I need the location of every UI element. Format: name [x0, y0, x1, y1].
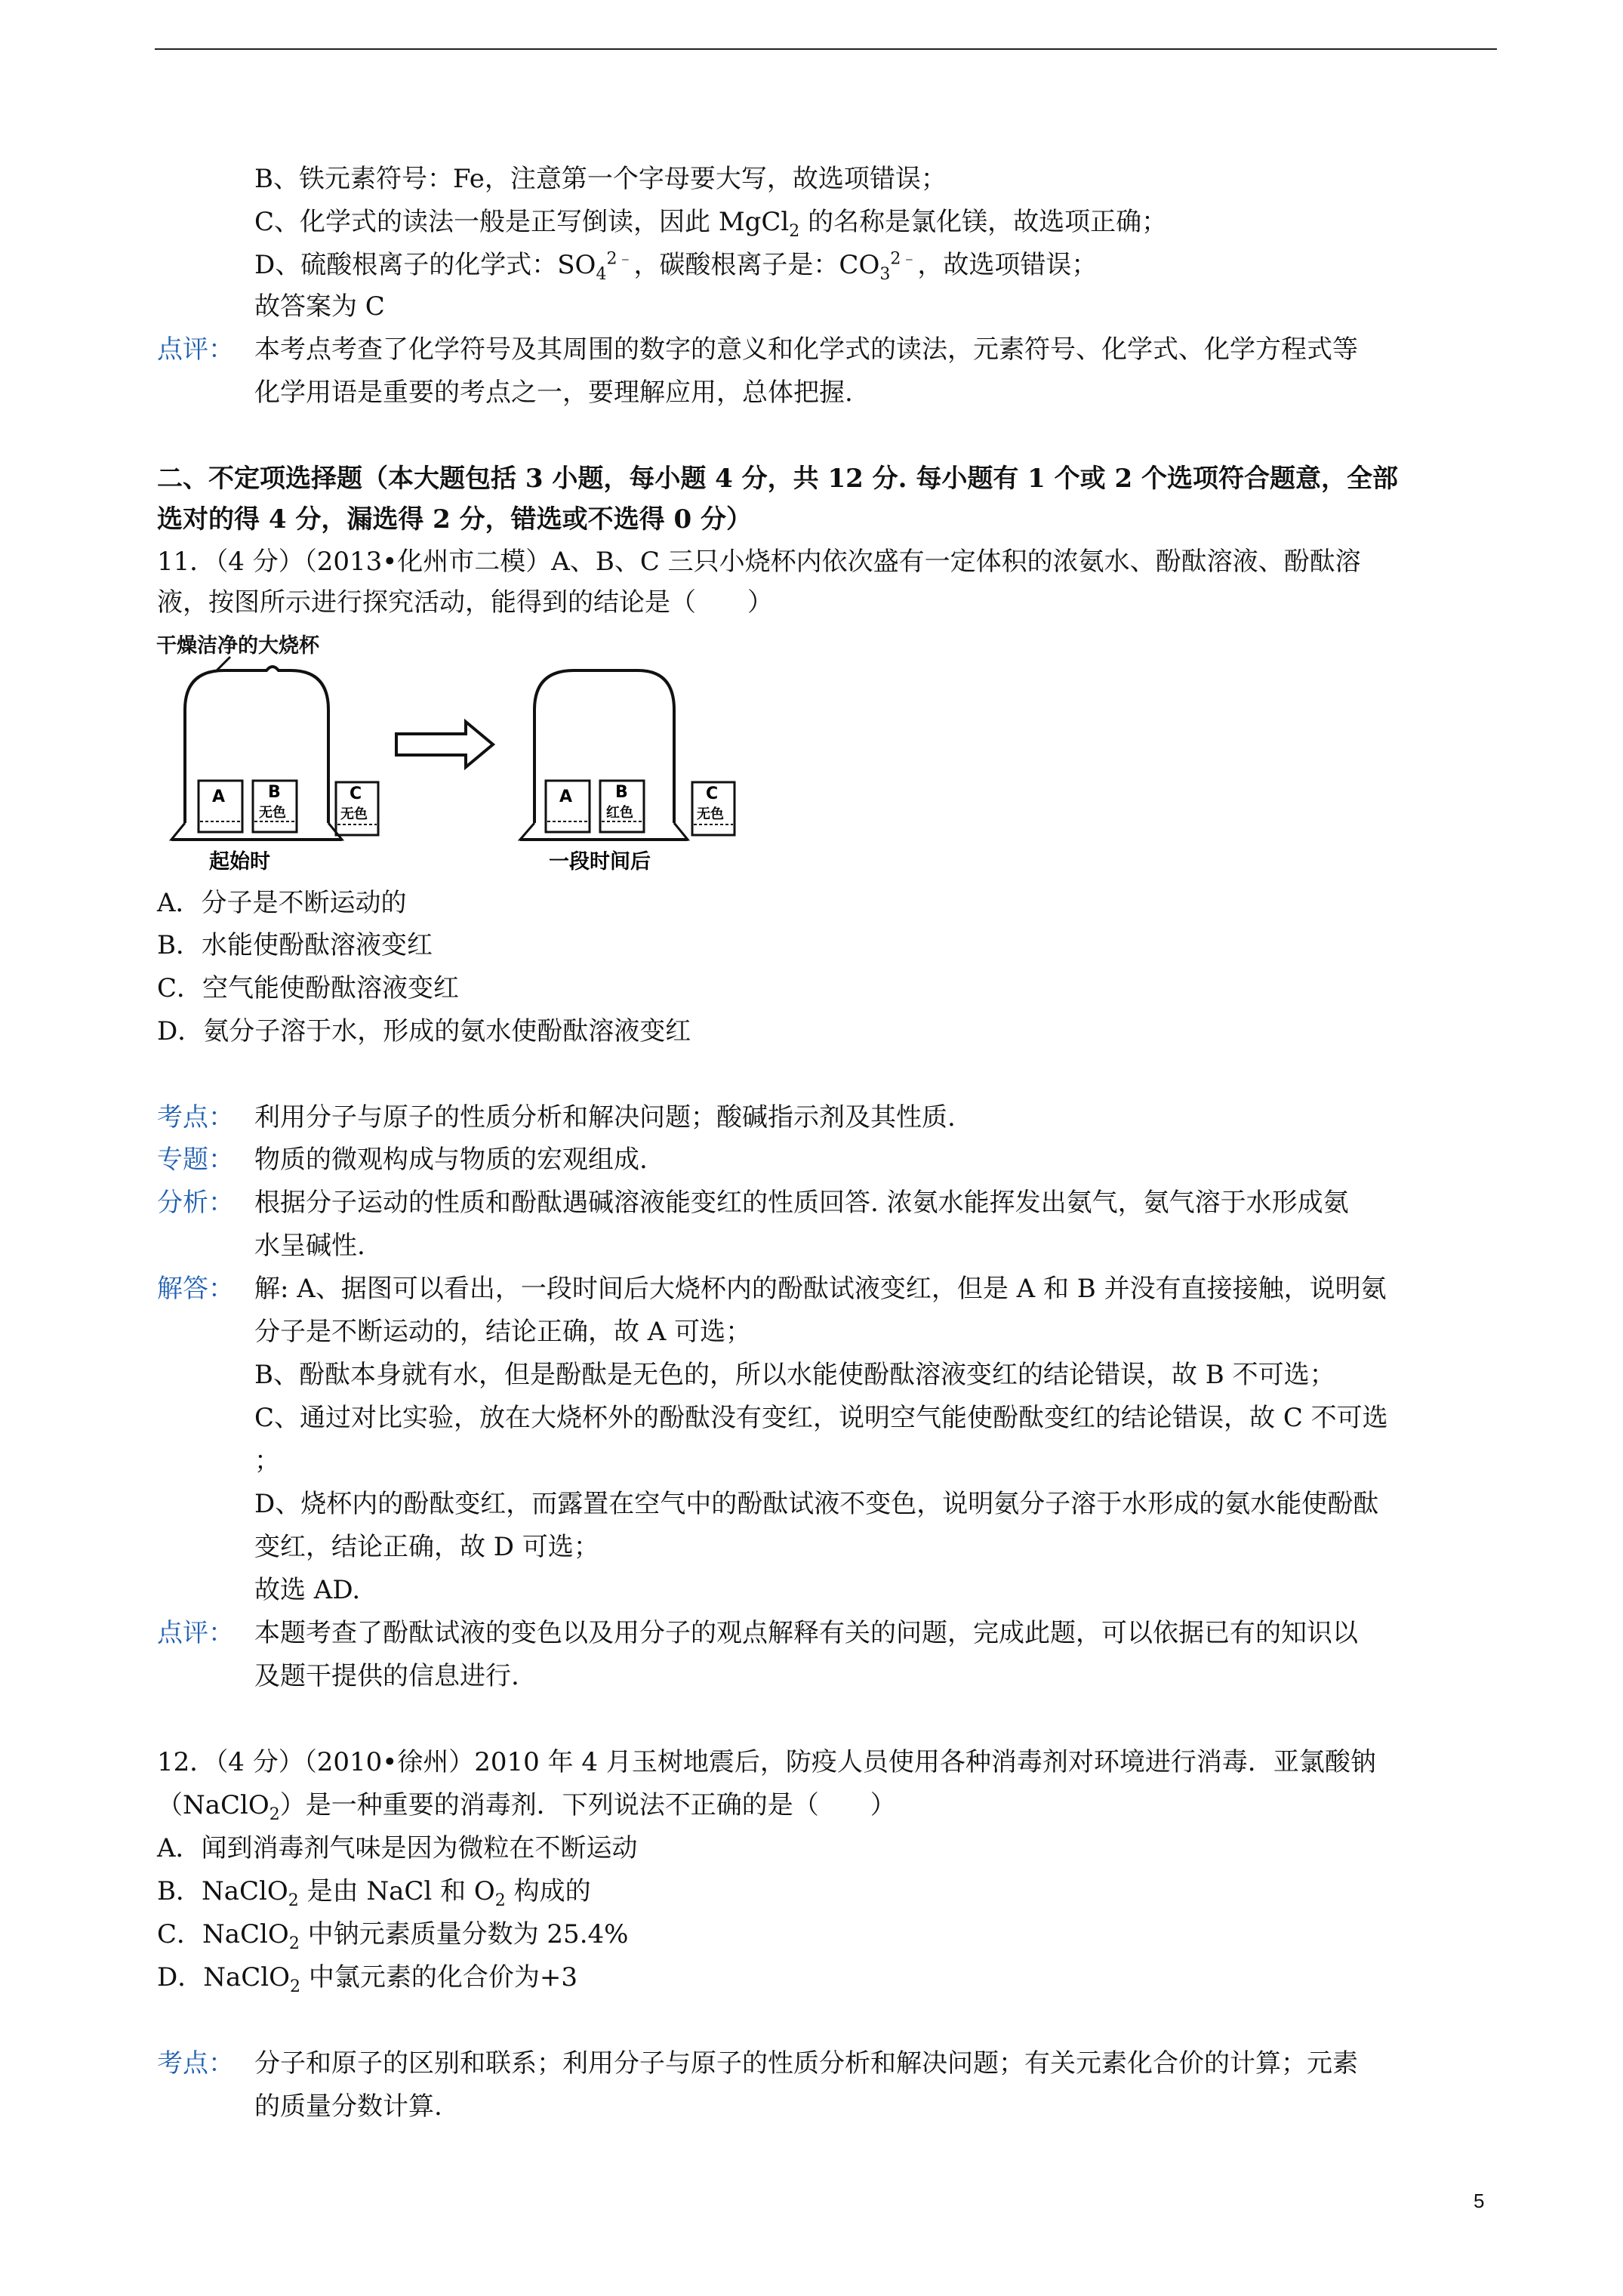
header-rule: [155, 48, 1497, 50]
section-title-line-2: 选对的得 4 分，漏选得 2 分，错选或不选得 0 分）: [157, 504, 752, 535]
q11-option-a: A．分子是不断运动的: [157, 888, 407, 918]
q11-zhuanti-label: 专题：: [157, 1145, 234, 1175]
q11-jieda-line: 解: A、据图可以看出，一段时间后大烧杯内的酚酞试液变红，但是 A 和 B 并没有直接接触，说明氨: [254, 1274, 1387, 1304]
q11-experiment-figure: [155, 627, 759, 876]
svg-text:B: B: [268, 783, 281, 802]
figure-left-caption: 起始时: [209, 850, 270, 874]
q11-kaodian-label: 考点：: [157, 1102, 234, 1133]
q11-jieda-line: 故选 AD.: [254, 1575, 361, 1605]
prev-answer-c: C、化学式的读法一般是正写倒读，因此 MgCl$_2$ 的名称是氯化镁，故选项正确；: [254, 207, 1168, 241]
q11-fenxi-line-1: 根据分子运动的性质和酚酞遇碱溶液能变红的性质回答. 浓氨水能挥发出氨气，氨气溶于水形成氨: [254, 1188, 1349, 1218]
q11-jieda-label: 解答：: [157, 1274, 234, 1304]
q11-option-c: C．空气能使酚酞溶液变红: [157, 973, 460, 1003]
q11-dianping-line-1: 本题考查了酚酞试液的变色以及用分子的观点解释有关的问题，完成此题，可以依据已有的知识以: [254, 1618, 1358, 1648]
q11-fenxi-label: 分析：: [157, 1188, 234, 1218]
prev-review-line-2: 化学用语是重要的考点之一，要理解应用，总体把握.: [254, 378, 853, 408]
svg-text:无色: 无色: [340, 806, 368, 822]
q12-option-b: B．NaClO$_2$ 是由 NaCl 和 $O_2$ 构成的: [157, 1876, 591, 1910]
q11-option-b: B．水能使酚酞溶液变红: [157, 930, 433, 960]
prev-final-answer: 故答案为 C: [254, 291, 385, 322]
q12-option-a: A．闻到消毒剂气味是因为微粒在不断运动: [157, 1833, 638, 1863]
svg-text:C: C: [706, 784, 719, 803]
prev-answer-d: D、硫酸根离子的化学式：$SO_4^{2﹣}$，碳酸根离子是：$CO_3^{2﹣}$，故选项错误；: [254, 249, 1098, 284]
q12-option-c: C．NaClO$_2$ 中钠元素质量分数为 25.4%: [157, 1919, 629, 1953]
svg-text:C: C: [350, 784, 362, 803]
q12-option-d: D．NaClO$_2$ 中氯元素的化合价为+3: [157, 1962, 577, 1996]
q12-kaodian-line-2: 的质量分数计算.: [254, 2091, 442, 2122]
prev-review-line-1: 本考点考查了化学符号及其周围的数字的意义和化学式的读法，元素符号、化学式、化学方程式等: [254, 334, 1358, 365]
q11-dianping-line-2: 及题干提供的信息进行.: [254, 1661, 519, 1691]
svg-text:B: B: [615, 783, 628, 802]
svg-text:红色: 红色: [606, 805, 633, 821]
svg-text:A: A: [559, 787, 573, 806]
q11-jieda-line: B、酚酞本身就有水，但是酚酞是无色的，所以水能使酚酞溶液变红的结论错误，故 B 不可选；: [254, 1360, 1335, 1390]
q11-jieda-line: ；: [254, 1446, 280, 1476]
figure-top-label: 干燥洁净的大烧杯: [156, 634, 319, 658]
prev-review-label: 点评：: [157, 334, 234, 365]
q12-stem-line-2: （NaClO$_2$）是一种重要的消毒剂．下列说法不正确的是（ ）: [157, 1790, 896, 1824]
q12-kaodian-label: 考点：: [157, 2048, 234, 2079]
q11-fenxi-line-2: 水呈碱性.: [254, 1231, 365, 1261]
q11-jieda-line: C、通过对比实验，放在大烧杯外的酚酞没有变红，说明空气能使酚酞变红的结论错误，故 C 不可选: [254, 1403, 1388, 1433]
q11-jieda-line: D、烧杯内的酚酞变红，而露置在空气中的酚酞试液不变色，说明氨分子溶于水形成的氨水能使酚酞: [254, 1489, 1379, 1519]
left-big-beaker: [185, 667, 328, 823]
svg-text:无色: 无色: [259, 805, 286, 821]
q11-stem-line-1: 11．（4 分）（2013•化州市二模）A、B、C 三只小烧杯内依次盛有一定体积的浓氨水、酚酞溶液、酚酞溶: [157, 547, 1361, 577]
svg-text:A: A: [212, 787, 226, 806]
svg-text:无色: 无色: [697, 806, 724, 822]
page-number: 5: [1474, 2190, 1485, 2212]
q11-stem-line-2: 液，按图所示进行探究活动，能得到的结论是（ ）: [157, 587, 773, 618]
figure-arrow: [396, 722, 493, 767]
q11-jieda-line: 分子是不断运动的，结论正确，故 A 可选；: [254, 1317, 752, 1347]
q11-zhuanti: 物质的微观构成与物质的宏观组成.: [254, 1145, 648, 1175]
prev-answer-b: B、铁元素符号：Fe，注意第一个字母要大写，故选项错误；: [254, 164, 947, 194]
right-big-beaker: [534, 670, 674, 823]
q12-kaodian-line-1: 分子和原子的区别和联系；利用分子与原子的性质分析和解决问题；有关元素化合价的计算；元素: [254, 2048, 1358, 2079]
q11-dianping-label: 点评：: [157, 1618, 234, 1648]
q11-jieda-line: 变红，结论正确，故 D 可选；: [254, 1532, 599, 1562]
q12-stem-line-1: 12．（4 分）（2010•徐州）2010 年 4 月玉树地震后，防疫人员使用各种消毒剂对环境进行消毒．亚氯酸钠: [157, 1747, 1376, 1777]
section-title-line-1: 二、不定项选择题（本大题包括 3 小题，每小题 4 分，共 12 分. 每小题有 1 个或 2 个选项符合题意，全部: [157, 464, 1398, 494]
q11-kaodian: 利用分子与原子的性质分析和解决问题；酸碱指示剂及其性质.: [254, 1102, 956, 1133]
q11-option-d: D．氨分子溶于水，形成的氨水使酚酞溶液变红: [157, 1016, 691, 1046]
figure-right-caption: 一段时间后: [549, 850, 651, 874]
